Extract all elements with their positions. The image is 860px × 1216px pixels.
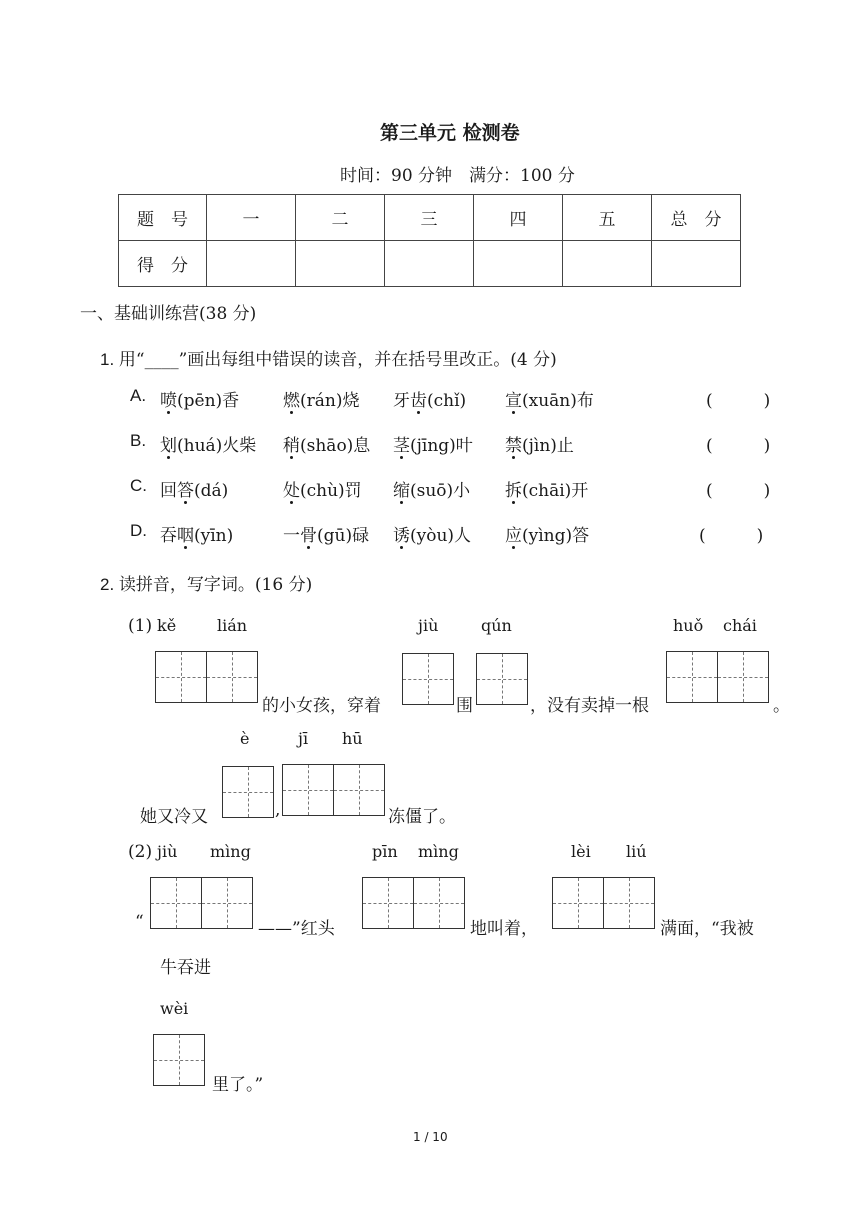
text-segment: ，没有卖掉一根 bbox=[530, 696, 649, 716]
pronunciation-item bbox=[393, 386, 466, 411]
item-suffix: (xuān)布 bbox=[522, 391, 594, 411]
dotted-character: 拆 bbox=[505, 476, 522, 501]
score-cell-header: 二 bbox=[296, 195, 385, 241]
item-suffix: (chāi)开 bbox=[522, 481, 589, 501]
score-table-header-row bbox=[119, 195, 741, 241]
pinyin: chái bbox=[723, 616, 757, 635]
score-cell-blank[interactable] bbox=[385, 241, 474, 287]
score-cell-blank[interactable] bbox=[474, 241, 563, 287]
dotted-character: 茎 bbox=[393, 431, 410, 456]
pronunciation-item bbox=[505, 476, 588, 501]
dotted-character: 应 bbox=[505, 521, 522, 546]
question-number: 1. bbox=[100, 350, 119, 369]
dotted-character: 稍 bbox=[283, 431, 300, 456]
answer-parentheses[interactable]: ( ) bbox=[706, 391, 771, 411]
score-cell-label: 得 分 bbox=[119, 241, 207, 287]
subquestion-number: (2) bbox=[128, 842, 153, 862]
writing-grid-1[interactable] bbox=[402, 653, 454, 705]
pronunciation-item bbox=[283, 431, 370, 456]
subquestion-number: (1) bbox=[128, 616, 153, 636]
item-suffix: (gū)碌 bbox=[317, 526, 370, 546]
dotted-character: 缩 bbox=[393, 476, 410, 501]
dotted-character: 处 bbox=[283, 476, 300, 501]
text-segment: 里了。” bbox=[212, 1075, 264, 1095]
option-letter: A. bbox=[130, 386, 147, 405]
pinyin: lián bbox=[217, 616, 248, 635]
item-suffix: (chǐ) bbox=[427, 391, 467, 411]
question-number: 2. bbox=[100, 575, 119, 594]
pinyin: jiù bbox=[157, 842, 178, 861]
dotted-character: 咽 bbox=[177, 521, 194, 546]
answer-parentheses[interactable]: ( ) bbox=[706, 436, 771, 456]
item-suffix: (yòu)人 bbox=[410, 526, 472, 546]
exam-meta: 时间：90 分钟 满分：100 分 bbox=[340, 166, 575, 186]
item-suffix: (yìng)答 bbox=[522, 526, 590, 546]
pinyin: mìng bbox=[210, 842, 251, 861]
option-letter: D. bbox=[130, 521, 147, 540]
answer-parentheses[interactable]: ( ) bbox=[699, 526, 764, 546]
pronunciation-item bbox=[160, 521, 233, 546]
item-suffix: (jīng)叶 bbox=[410, 436, 473, 456]
item-suffix: (chù)罚 bbox=[300, 481, 362, 501]
score-cell-label: 题 号 bbox=[119, 195, 207, 241]
pinyin: lèi bbox=[571, 842, 591, 861]
pinyin: liú bbox=[626, 842, 647, 861]
item-suffix: (yīn) bbox=[194, 526, 234, 546]
writing-grid-2[interactable] bbox=[362, 877, 465, 929]
answer-parentheses[interactable]: ( ) bbox=[706, 481, 771, 501]
pronunciation-item bbox=[505, 431, 574, 456]
score-cell-blank[interactable] bbox=[296, 241, 385, 287]
score-cell-header: 总 分 bbox=[652, 195, 741, 241]
text-segment: ——”红头 bbox=[258, 919, 335, 939]
pronunciation-item bbox=[393, 431, 473, 456]
item-suffix: (huá)火柴 bbox=[177, 436, 257, 456]
score-cell-header: 一 bbox=[207, 195, 296, 241]
question-1 bbox=[100, 345, 557, 370]
text-segment: 她又冷又 bbox=[140, 807, 208, 827]
dotted-character: 禁 bbox=[505, 431, 522, 456]
option-letter: C. bbox=[130, 476, 147, 495]
pinyin: jiù bbox=[418, 616, 439, 635]
pinyin: wèi bbox=[160, 999, 189, 1018]
text-segment: “ bbox=[135, 912, 144, 932]
dotted-character: 燃 bbox=[283, 386, 300, 411]
score-cell-blank[interactable] bbox=[207, 241, 296, 287]
item-suffix: (shāo)息 bbox=[300, 436, 371, 456]
item-suffix: (rán)烧 bbox=[300, 391, 360, 411]
dotted-character: 喷 bbox=[160, 386, 177, 411]
dotted-character: 诱 bbox=[393, 521, 410, 546]
text-segment: 地叫着， bbox=[470, 919, 538, 939]
pronunciation-item bbox=[283, 476, 362, 501]
question-text: 用“____”画出每组中错误的读音，并在括号里改正。(4 分) bbox=[118, 350, 557, 370]
writing-grid-2[interactable] bbox=[155, 651, 258, 703]
item-suffix: (pēn)香 bbox=[177, 391, 240, 411]
text-segment: 围 bbox=[456, 696, 473, 716]
pronunciation-item bbox=[505, 386, 594, 411]
pinyin: kě bbox=[157, 616, 177, 635]
item-prefix: 一 bbox=[283, 526, 300, 546]
item-prefix: 牙 bbox=[393, 391, 410, 411]
writing-grid-2[interactable] bbox=[666, 651, 769, 703]
item-prefix: 吞 bbox=[160, 526, 177, 546]
dotted-character: 宣 bbox=[505, 386, 522, 411]
pinyin: pīn bbox=[372, 842, 398, 861]
pronunciation-item bbox=[160, 431, 256, 456]
page-title: 第三单元 检测卷 bbox=[380, 122, 520, 144]
writing-grid-2[interactable] bbox=[150, 877, 253, 929]
pronunciation-item bbox=[160, 476, 228, 501]
score-cell-blank[interactable] bbox=[563, 241, 652, 287]
writing-grid-1[interactable] bbox=[476, 653, 528, 705]
question-text: 读拼音，写字词。(16 分) bbox=[118, 575, 313, 595]
writing-grid-2[interactable] bbox=[552, 877, 655, 929]
pronunciation-item bbox=[283, 521, 369, 546]
score-table bbox=[118, 194, 741, 287]
pinyin: hū bbox=[342, 729, 363, 748]
pronunciation-item bbox=[393, 476, 470, 501]
text-segment: 牛吞进 bbox=[160, 958, 211, 978]
dotted-character: 答 bbox=[177, 476, 194, 501]
pronunciation-item bbox=[505, 521, 589, 546]
writing-grid-2[interactable] bbox=[282, 764, 385, 816]
score-cell-header: 五 bbox=[563, 195, 652, 241]
item-suffix: (jìn)止 bbox=[522, 436, 574, 456]
question-2 bbox=[100, 570, 312, 595]
dotted-character: 划 bbox=[160, 431, 177, 456]
text-segment: 冻僵了。 bbox=[388, 807, 456, 827]
pinyin: jī bbox=[298, 729, 309, 748]
text-segment: , bbox=[275, 800, 281, 820]
item-prefix: 回 bbox=[160, 481, 177, 501]
score-cell-blank[interactable] bbox=[652, 241, 741, 287]
page-number: 1 / 10 bbox=[413, 1130, 448, 1144]
text-segment: 。 bbox=[773, 696, 790, 716]
item-suffix: (suō)小 bbox=[410, 481, 471, 501]
option-letter: B. bbox=[130, 431, 147, 450]
pinyin: mìng bbox=[418, 842, 459, 861]
writing-grid-1[interactable] bbox=[222, 766, 274, 818]
pronunciation-item bbox=[283, 386, 359, 411]
dotted-character: 齿 bbox=[410, 386, 427, 411]
section-heading: 一、基础训练营(38 分) bbox=[80, 304, 257, 324]
pinyin: è bbox=[240, 729, 250, 748]
item-suffix: (dá) bbox=[194, 481, 229, 501]
text-segment: 的小女孩，穿着 bbox=[262, 696, 381, 716]
dotted-character: 骨 bbox=[300, 521, 317, 546]
pronunciation-item bbox=[393, 521, 471, 546]
score-cell-header: 三 bbox=[385, 195, 474, 241]
text-segment: 满面，“我被 bbox=[660, 919, 754, 939]
score-table-score-row bbox=[119, 241, 741, 287]
pronunciation-item bbox=[160, 386, 239, 411]
score-cell-header: 四 bbox=[474, 195, 563, 241]
pinyin: huǒ bbox=[673, 616, 704, 635]
writing-grid-1[interactable] bbox=[153, 1034, 205, 1086]
pinyin: qún bbox=[481, 616, 512, 635]
